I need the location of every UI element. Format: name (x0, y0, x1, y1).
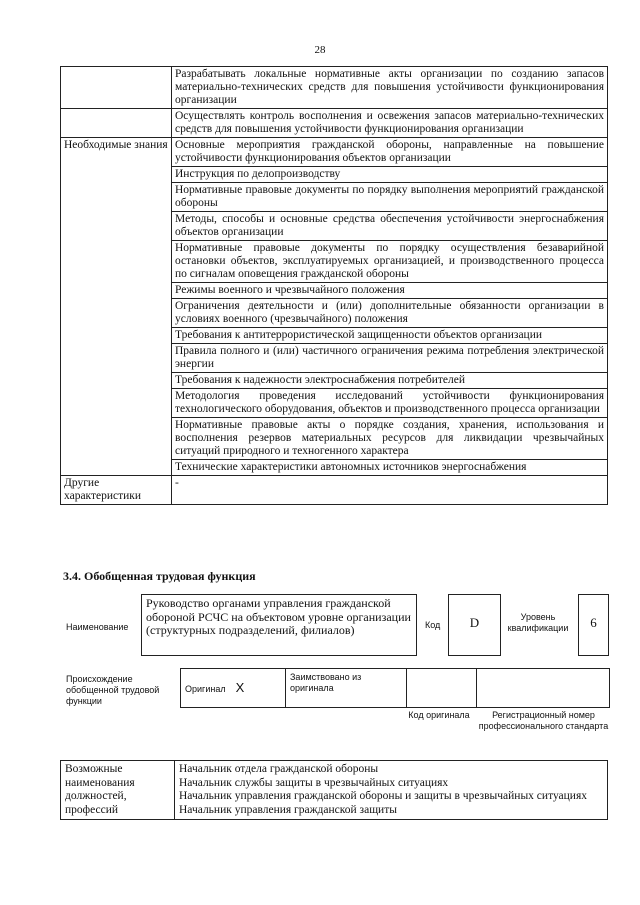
original-mark: X (235, 679, 245, 695)
row-value: Нормативные правовые документы по порядку осуществления безаварийной остановки объектов, эксплуатируемых организацией, и производственного процесса по сигналам оповещения гражданской обороны (172, 241, 608, 283)
code-box: D (448, 594, 501, 656)
row-value: - (172, 476, 608, 505)
borrowed-label: Заимствовано из оригинала (290, 672, 362, 693)
row-value: Нормативные правовые документы по порядку выполнения мероприятий гражданской обороны (172, 183, 608, 212)
row-label: Необходимые знания (61, 138, 172, 476)
origin-table (180, 668, 610, 708)
code-label: Код (425, 620, 441, 630)
position-item: Начальник службы защиты в чрезвычайных ситуациях (179, 776, 449, 789)
row-value: Методы, способы и основные средства обеспечения устойчивости энергоснабжения объектов организации (172, 212, 608, 241)
skills-knowledge-table (60, 66, 608, 505)
qualification-level-label: Уровень квалификации (507, 612, 569, 633)
original-label: Оригинал (185, 683, 226, 694)
function-name-box: Руководство органами управления гражданской обороной РСЧС на объектовом уровне организации (структурных подразделений, филиалов) (141, 594, 417, 656)
position-item: Начальник отдела гражданской обороны (179, 763, 379, 775)
row-value: Технические характеристики автономных источников энергоснабжения (172, 460, 608, 476)
code-original-cell (407, 669, 477, 708)
positions-table (60, 760, 608, 820)
table-row (61, 109, 608, 138)
row-value: Методология проведения исследований устойчивости функционирования технологического оборудования, объектов и производственного процесса организации (172, 389, 608, 418)
origin-label: Происхождение обобщенной трудовой функции (66, 674, 160, 706)
row-value: Разрабатывать локальные нормативные акты организации по созданию запасов материально-технических средств для повышения устойчивости функционирования организации (172, 67, 608, 109)
section-heading: 3.4. Обобщенная трудовая функция (63, 569, 256, 583)
row-value: Осуществлять контроль восполнения и освежения запасов материально-технических средств для повышения устойчивости функционирования организации (172, 109, 608, 138)
position-item: Начальник управления гражданской обороны и защиты в чрезвычайных ситуациях (179, 790, 587, 802)
row-value: Ограничения деятельности и (или) дополнительные обязанности организации в условиях военного (чрезвычайного) положения (172, 299, 608, 328)
name-label: Наименование (66, 622, 129, 632)
row-value: Требования к надежности электроснабжения потребителей (172, 373, 608, 389)
reg-number-label: Регистрационный номер профессионального стандарта (478, 710, 609, 731)
qualification-level-box: 6 (578, 594, 609, 656)
row-label (61, 67, 172, 109)
positions-list (175, 761, 608, 820)
table-row (61, 476, 608, 505)
row-value: Требования к антитеррористической защищенности объектов организации (172, 328, 608, 344)
row-label (61, 109, 172, 138)
row-value: Основные мероприятия гражданской обороны, направленные на повышение устойчивости функционирования объектов организации (172, 138, 608, 167)
row-value: Правила полного и (или) частичного ограничения режима потребления электрической энергии (172, 344, 608, 373)
row-value: Инструкция по делопроизводству (172, 167, 608, 183)
table-row (61, 67, 608, 109)
code-original-label: Код оригинала (408, 710, 470, 720)
row-value: Режимы военного и чрезвычайного положения (172, 283, 608, 299)
borrowed-cell (286, 669, 407, 708)
original-cell (181, 669, 286, 708)
row-label: Другие характеристики (61, 476, 172, 505)
positions-label: Возможные наименования должностей, профессий (61, 761, 175, 820)
reg-number-cell (477, 669, 610, 708)
position-item: Начальник управления гражданской защиты (179, 803, 397, 816)
table-row (61, 138, 608, 167)
row-value: Нормативные правовые акты о порядке создания, хранения, использования и восполнения резервов материальных ресурсов для ликвидации чрезвычайных ситуаций природного и техногенного характера (172, 418, 608, 460)
page-number: 28 (314, 44, 326, 56)
